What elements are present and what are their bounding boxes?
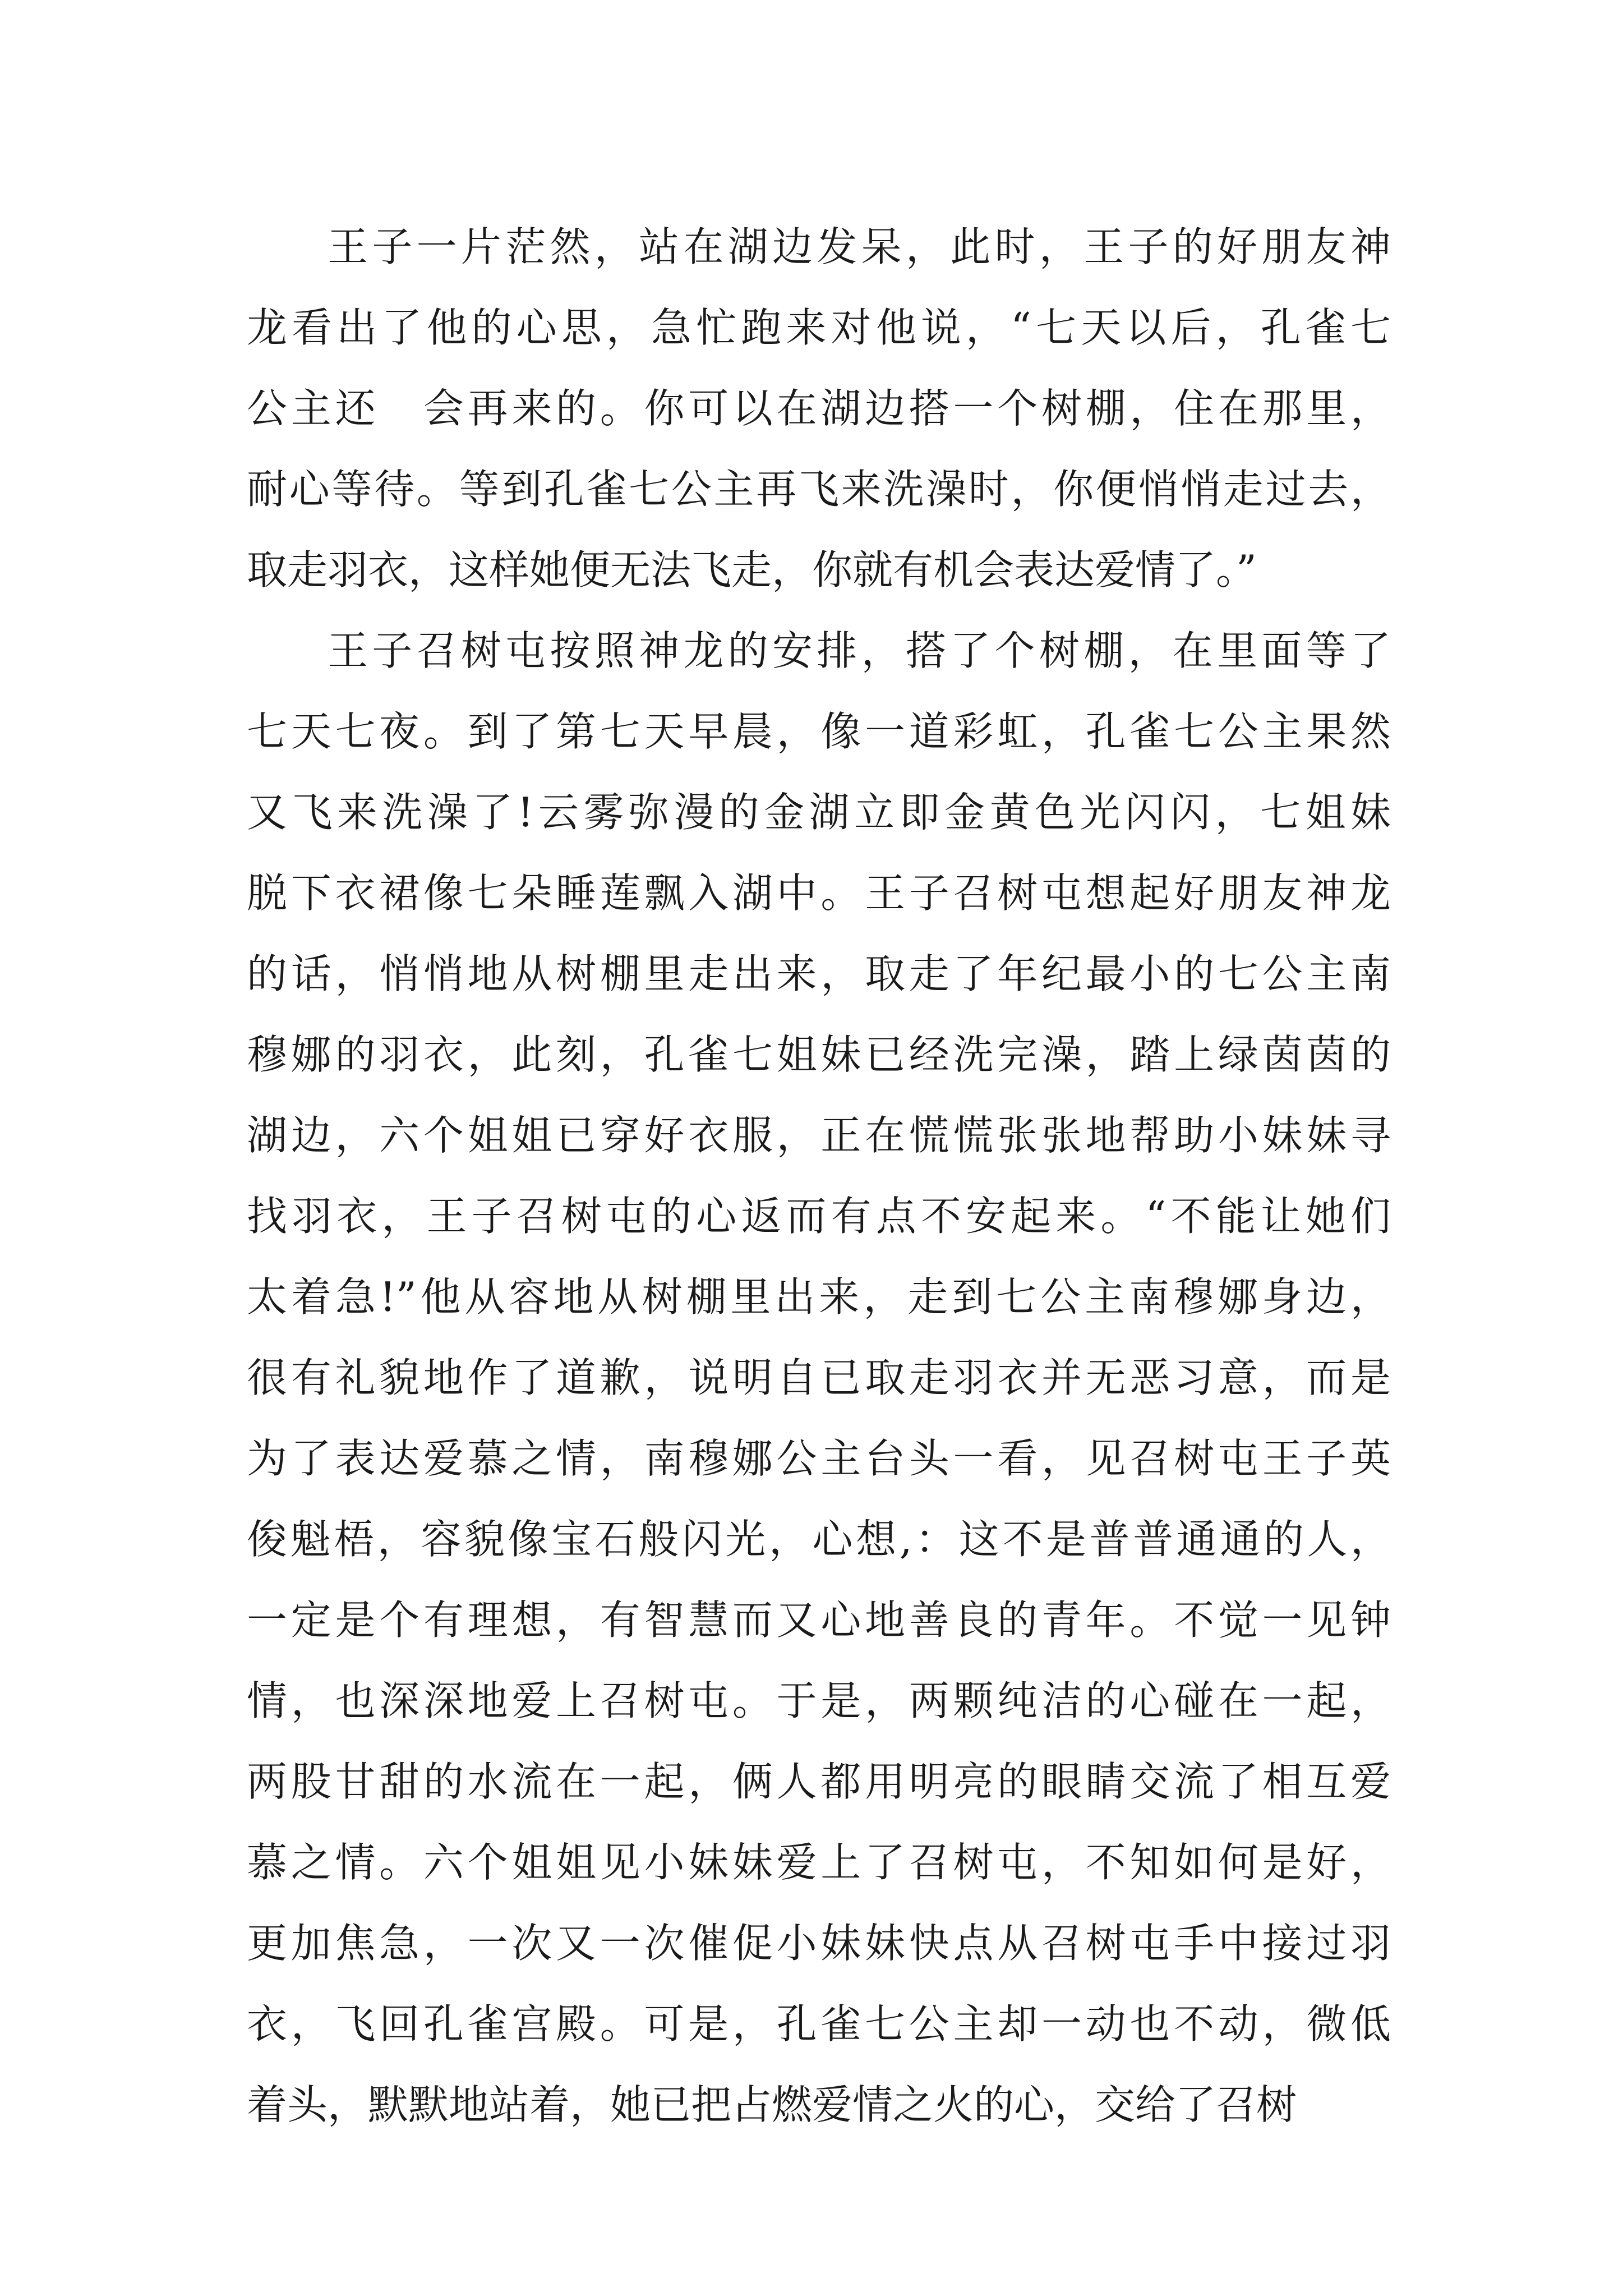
paragraph-2-line-11: 为了表达爱慕之情，南穆娜公主台头一看，见召树屯王子英 (247, 1435, 1391, 1482)
paragraph-1-line-4: 耐心等待。等到孔雀七公主再飞来洗澡时，你便悄悄走过去， (247, 466, 1391, 513)
paragraph-2-line-19: 着头，默默地站着，她已把占燃爱情之火的心，交给了召树 (247, 2081, 1297, 2128)
paragraph-2-line-7: 湖边，六个姐姐已穿好衣服，正在慌慌张张地帮助小妹妹寻 (247, 1112, 1391, 1159)
paragraph-2-line-6: 穆娜的羽衣，此刻，孔雀七姐妹已经洗完澡，踏上绿茵茵的 (247, 1031, 1391, 1078)
paragraph-1-line-1: 王子一片茫然，站在湖边发呆，此时，王子的好朋友神 (328, 223, 1391, 270)
paragraph-2-line-18: 衣，飞回孔雀宫殿。可是，孔雀七公主却一动也不动，微低 (247, 2000, 1391, 2047)
paragraph-2-line-17: 更加焦急，一次又一次催促小妹妹快点从召树屯手中接过羽 (247, 1920, 1391, 1967)
paragraph-2-line-3: 又飞来洗澡了!云雾弥漫的金湖立即金黄色光闪闪，七姐妹 (247, 789, 1391, 836)
paragraph-1-line-2: 龙看出了他的心思，急忙跑来对他说，“七天以后，孔雀七 (247, 304, 1391, 351)
paragraph-2-line-13: 一定是个有理想，有智慧而又心地善良的青年。不觉一见钟 (247, 1596, 1391, 1644)
paragraph-2-line-12: 俊魁梧，容貌像宝石般闪光，心想,：这不是普普通通的人， (247, 1516, 1391, 1563)
paragraph-1-line-3: 公主还 会再来的。你可以在湖边搭一个树棚，住在那里， (247, 385, 1391, 432)
paragraph-2-line-1: 王子召树屯按照神龙的安排，搭了个树棚，在里面等了 (328, 627, 1391, 674)
body-text (247, 206, 1391, 2145)
paragraph-2-line-16: 慕之情。六个姐姐见小妹妹爱上了召树屯，不知如何是好， (247, 1839, 1391, 1886)
paragraph-2-line-2: 七天七夜。到了第七天早晨，像一道彩虹，孔雀七公主果然 (247, 708, 1391, 755)
paragraph-2-line-4: 脱下衣裙像七朵睡莲飘入湖中。王子召树屯想起好朋友神龙 (247, 869, 1391, 917)
paragraph-2-line-15: 两股甘甜的水流在一起，俩人都用明亮的眼睛交流了相互爱 (247, 1758, 1391, 1805)
paragraph-2-line-10: 很有礼貌地作了道歉，说明自已取走羽衣并无恶习意，而是 (247, 1354, 1391, 1401)
paragraph-2-line-5: 的话，悄悄地从树棚里走出来，取走了年纪最小的七公主南 (247, 950, 1391, 997)
paragraph-2-line-14: 情，也深深地爱上召树屯。于是，两颗纯洁的心碰在一起， (247, 1677, 1391, 1724)
paragraph-2-line-9: 太着急!”他从容地从树棚里出来，走到七公主南穆娜身边， (247, 1273, 1391, 1320)
paragraph-1-line-5: 取走羽衣，这样她便无法飞走，你就有机会表达爱情了。” (247, 546, 1257, 593)
paragraph-2-line-8: 找羽衣，王子召树屯的心返而有点不安起来。“不能让她们 (247, 1193, 1391, 1240)
